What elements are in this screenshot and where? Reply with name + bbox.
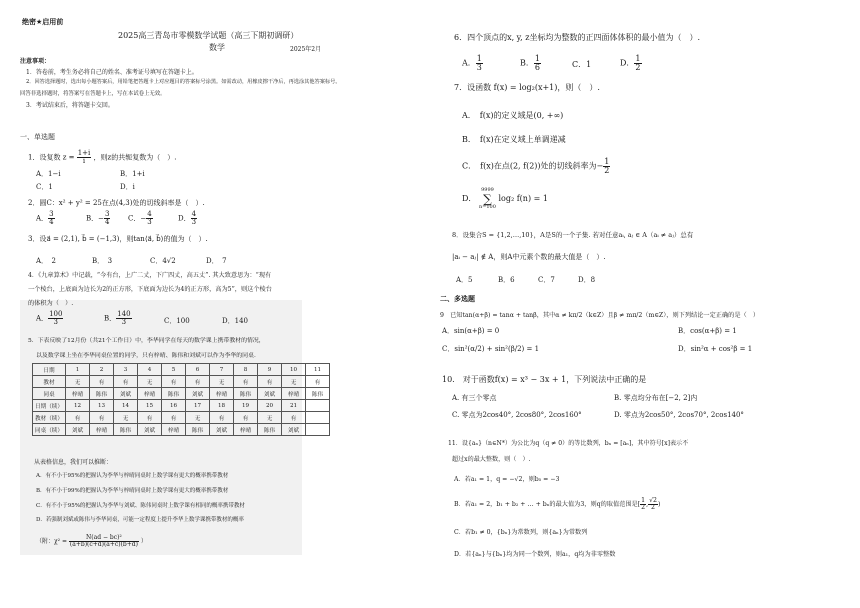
q10-option-a: A. 有三个零点 xyxy=(452,394,497,402)
q8-option-a: A．5 xyxy=(456,276,473,284)
q3-option-c: C．4√2 xyxy=(150,257,176,265)
table-cell: 梓晴 xyxy=(210,388,234,400)
q6-d-pre: D． xyxy=(620,58,635,68)
q6-a-den: 3 xyxy=(476,63,482,72)
q5-option-c: C．有不小于95%的把握认为李华与刘斌、陈伟同桌时上数学课有相同的概率携带教材 xyxy=(36,503,245,509)
table-cell: 刘斌 xyxy=(66,424,90,436)
table-cell: 13 xyxy=(90,400,114,412)
q4-line-3: 的体积为（ ）. xyxy=(28,300,74,307)
q1-z: z = xyxy=(62,153,75,162)
note-3: 3．考试结束后，将答题卡交回。 xyxy=(26,102,114,109)
q7-sum-sigma: ∑ xyxy=(483,192,492,206)
table-cell: 梓晴 xyxy=(234,424,258,436)
q2-c-den: 3 xyxy=(147,218,152,226)
q8-option-c: C．7 xyxy=(538,276,555,284)
table-cell: 有 xyxy=(162,376,186,388)
table-row xyxy=(33,412,330,424)
q2-b-frac xyxy=(104,211,110,226)
q4-a-den: 3 xyxy=(53,318,58,326)
q4-option-b xyxy=(104,311,132,326)
table-cell: 刘斌 xyxy=(282,424,306,436)
q9-option-b: B．cos(α+β) = 1 xyxy=(678,327,737,335)
table-cell: 无 xyxy=(258,412,282,424)
q5-after: 从表格信息，我们可以推断： xyxy=(34,459,113,466)
q5-formula-pre: （附：χ² = xyxy=(36,538,67,545)
table-cell: 5 xyxy=(162,364,186,376)
q5-line-2: 以及数学课上坐在李华同桌位置的同学，只有梓晴、陈伟和刘斌可以作为李华的同桌. xyxy=(36,353,256,359)
table-cell: 陈伟 xyxy=(234,388,258,400)
q4-line-2: 一个棱台，上底面为边长为2的正方形，下底面为边长为4的正方形，高为5”，则这个棱台 xyxy=(28,286,272,293)
q11-option-b xyxy=(454,498,660,511)
q11-b-num-1: 1 xyxy=(641,497,646,504)
note-1: 1．答卷前，考生务必将自己的姓名、准考证号填写在答题卡上。 xyxy=(26,69,198,76)
q5-formula-post: ） xyxy=(140,538,147,545)
table-cell: 陈伟 xyxy=(114,424,138,436)
q11-line-1: 11．设{aₙ}（n∈N*）为公比为q（q ≠ 0）的等比数列，bₙ = [aₙ]，其中符号[x]表示不 xyxy=(448,440,689,447)
table-cell: 有 xyxy=(306,376,330,388)
q6-d-num: 1 xyxy=(635,54,641,63)
q3-stem: 3．设a⃗ = (2,1), b⃗ = (−1,3)，则tan⟨a⃗, b⃗⟩的值为（ ）. xyxy=(28,235,208,243)
q6-d-den: 2 xyxy=(635,63,641,72)
table-cell: 有 xyxy=(162,412,186,424)
table-row xyxy=(33,400,330,412)
q11-b-frac-2 xyxy=(648,497,661,512)
q6-option-d xyxy=(620,55,642,72)
q7-c-den: 2 xyxy=(604,166,610,175)
q1-option-d: D．i xyxy=(120,183,135,191)
table-cell: 14 xyxy=(114,400,138,412)
q4-a-num: 100 xyxy=(49,310,63,318)
q2-d-frac xyxy=(191,211,197,226)
table-cell: 同桌 xyxy=(33,388,66,400)
q7-option-d xyxy=(462,188,548,210)
table-cell: 刘斌 xyxy=(210,424,234,436)
q6-option-a xyxy=(462,55,483,72)
table-cell: 梓晴 xyxy=(66,388,90,400)
q7-sum xyxy=(479,188,496,210)
q6-b-den: 6 xyxy=(534,63,540,72)
q7-sum-top: 9999 xyxy=(481,187,494,193)
q3-option-a: A． 2 xyxy=(36,257,57,265)
q11-line-2: 超过x的最大整数，则（ ）. xyxy=(452,456,531,463)
q11-b-num-2: √2 xyxy=(649,497,657,504)
q7-c-pre: C． f(x)在点(2, f(2))处的切线斜率为− xyxy=(462,161,604,171)
q1-option-b: B．1+i xyxy=(120,170,145,178)
q1-stem xyxy=(28,150,176,165)
table-cell: 无 xyxy=(186,412,210,424)
q3-option-d: D． 7 xyxy=(206,257,227,265)
table-cell: 18 xyxy=(210,400,234,412)
table-cell: 6 xyxy=(186,364,210,376)
q4-line-1: 4．《九章算术》中记载，“今有台，上广二丈，下广四丈，高五丈”. 其大致意思为：“现有 xyxy=(28,272,272,279)
table-cell: 陈伟 xyxy=(306,388,330,400)
table-cell: 无 xyxy=(66,376,90,388)
q2-c-num: 4 xyxy=(147,210,152,218)
table-cell: 8 xyxy=(234,364,258,376)
q6-b-pre: B． xyxy=(520,58,534,68)
q2-a-num: 3 xyxy=(49,210,54,218)
table-cell: 陈伟 xyxy=(90,388,114,400)
q2-c-frac xyxy=(146,211,152,226)
table-cell: 日期（续） xyxy=(33,400,66,412)
q4-option-c: C．100 xyxy=(164,317,190,325)
q11-b-post: ) xyxy=(657,501,661,509)
table-cell: 21 xyxy=(282,400,306,412)
table-cell: 陈伟 xyxy=(162,388,186,400)
q7-option-a: A． f(x)的定义域是(0, +∞) xyxy=(462,111,564,120)
q11-b-pre: B．若a₁ = 2，b₁ + b₂ + … + bₙ的最大值为3，则q的取值范围是[ xyxy=(454,501,641,509)
section-single-choice: 一、单选题 xyxy=(20,133,55,141)
table-cell xyxy=(306,412,330,424)
q3-option-b: B． 3 xyxy=(92,257,113,265)
q7-option-c xyxy=(462,158,610,175)
q7-d-pre: D． xyxy=(462,194,477,203)
q9-option-a: A．sin(α+β) = 0 xyxy=(442,327,500,335)
right-column xyxy=(430,0,860,608)
table-cell: 12 xyxy=(66,400,90,412)
q6-a-frac xyxy=(476,55,483,72)
q4-a-frac xyxy=(48,311,63,326)
q1-stem-post: ，则z的共轭复数为（ ）. xyxy=(93,153,177,162)
q7-option-b: B． f(x)在定义域上单调递减 xyxy=(462,135,566,144)
table-cell: 无 xyxy=(138,376,162,388)
q5-formula-num: N(ad − bc)² xyxy=(69,535,139,542)
table-cell: 有 xyxy=(258,376,282,388)
q2-option-b xyxy=(86,211,110,226)
q2-option-c xyxy=(128,211,153,226)
table-cell: 梓晴 xyxy=(138,388,162,400)
table-cell: 教材（续） xyxy=(33,412,66,424)
q5-formula-frac xyxy=(69,535,139,548)
q1-stem-pre: 1．设复数 xyxy=(28,153,61,162)
q8-line-1: 8．设集合S = {1,2,…,10}，A是S的一个子集. 若对任意aᵢ, aⱼ ∈ A（aᵢ ≠ aⱼ）总有 xyxy=(452,231,694,239)
q2-d-pre: D． xyxy=(178,214,191,223)
table-cell: 17 xyxy=(186,400,210,412)
table-row xyxy=(33,376,330,388)
q6-b-num: 1 xyxy=(534,54,540,63)
table-cell: 15 xyxy=(138,400,162,412)
section-multi-choice: 二、多选题 xyxy=(440,294,475,303)
q5-option-a: A．有不小于95%的把握认为李华与梓晴同桌时上数学课有更大的概率携带教材 xyxy=(36,473,229,479)
table-cell xyxy=(306,424,330,436)
table-cell: 有 xyxy=(282,412,306,424)
table-cell: 无 xyxy=(114,412,138,424)
table-cell: 1 xyxy=(66,364,90,376)
q11-b-comma: , xyxy=(646,501,649,509)
q6-stem: 6．四个顶点的x, y, z坐标均为整数的正四面体体积的最小值为（ ）. xyxy=(454,33,700,42)
q2-option-d xyxy=(178,211,197,226)
table-cell: 无 xyxy=(282,376,306,388)
q2-a-den: 4 xyxy=(49,218,54,226)
note-2-cont: 回答非选择题时，将答案写在答题卡上，写在本试卷上无效。 xyxy=(20,91,166,97)
q1-option-c: C．1 xyxy=(36,183,53,191)
q11-option-c: C．若b₁ ≠ 0，{bₙ}为常数列，则{aₙ}为常数列 xyxy=(454,529,588,536)
q9-option-c: C．sin²(α/2) + sin²(β/2) = 1 xyxy=(442,345,540,353)
q7-c-frac xyxy=(603,158,610,175)
exam-subject: 数学 xyxy=(209,43,225,52)
q1-fraction xyxy=(77,150,92,165)
table-cell: 4 xyxy=(138,364,162,376)
exam-title: 2025高三青岛市零模数学试题（高三下期初调研） xyxy=(118,31,299,40)
q8-option-d: D．8 xyxy=(578,276,596,284)
table-cell: 陈伟 xyxy=(186,424,210,436)
q10-option-d: D. 零点为2cos50°, 2cos70°, 2cos140° xyxy=(614,411,744,419)
table-cell: 有 xyxy=(66,412,90,424)
table-cell: 19 xyxy=(234,400,258,412)
table-cell: 10 xyxy=(282,364,306,376)
q2-c-pre: C．− xyxy=(128,214,147,223)
q6-d-frac xyxy=(634,55,641,72)
q10-option-b: B. 零点均分布在[−2, 2]内 xyxy=(614,394,698,402)
q11-b-den-1: 2 xyxy=(641,504,646,512)
q7-d-post: log₂ f(n) = 1 xyxy=(498,194,548,203)
q5-option-d: D．若强制刘斌或陈伟与李华同桌，可能一定程度上提升李华上数学课携带教材的概率 xyxy=(36,517,244,523)
table-cell xyxy=(306,400,330,412)
q2-b-den: 4 xyxy=(105,218,110,226)
table-cell: 有 xyxy=(90,376,114,388)
q2-stem: 2．圆C：x² + y² = 25在点(4,3)处的切线斜率是（ ）. xyxy=(28,199,205,207)
q7-c-num: 1 xyxy=(604,157,610,166)
q5-line-1: 5．下表反映了12月份（共21个工作日）中，李华同学在每天的数学课上携带教材的情况， xyxy=(28,338,265,344)
table-cell: 刘斌 xyxy=(258,388,282,400)
table-cell: 刘斌 xyxy=(186,388,210,400)
q11-option-a: A．若a₁ = 1，q = −√2，则b₅ = −3 xyxy=(454,476,560,483)
table-cell: 同桌（续） xyxy=(33,424,66,436)
q2-d-den: 3 xyxy=(191,218,197,226)
table-cell: 有 xyxy=(234,376,258,388)
q6-option-c: C．1 xyxy=(572,60,592,69)
q11-option-d: D．若{aₙ}与{bₙ}均为同一个数列，则a₁，q均为非零整数 xyxy=(454,551,616,558)
q4-b-pre: B． xyxy=(104,314,117,323)
table-cell: 陈伟 xyxy=(258,424,282,436)
table-row xyxy=(33,424,330,436)
q6-a-num: 1 xyxy=(476,54,482,63)
table-cell: 11 xyxy=(306,364,330,376)
q5-option-b: B．有不小于99%的把握认为李华与梓晴同桌时上数学课有更大的概率携带教材 xyxy=(36,488,229,494)
q5-schedule-table xyxy=(32,363,330,436)
table-cell: 有 xyxy=(90,412,114,424)
table-cell: 有 xyxy=(234,412,258,424)
q6-option-b xyxy=(520,55,541,72)
q1-num: 1+i xyxy=(77,149,91,157)
exam-date: 2025年2月 xyxy=(290,46,322,53)
q2-option-a xyxy=(36,211,55,226)
q6-a-pre: A． xyxy=(462,58,476,68)
q5-formula xyxy=(36,535,147,548)
table-row xyxy=(33,364,330,376)
table-cell: 3 xyxy=(114,364,138,376)
q4-option-d: D．140 xyxy=(222,317,248,325)
q9-stem: 9 已知tan(α+β) = tanα + tanβ，其中α ≠ kπ/2（k∈Z）且β ≠ mπ/2（m∈Z），则下列结论一定正确的是（ ） xyxy=(440,312,760,319)
table-cell: 刘斌 xyxy=(138,424,162,436)
q7-sum-bottom: n=100 xyxy=(478,204,496,210)
q4-b-num: 140 xyxy=(117,310,131,318)
table-cell: 20 xyxy=(258,400,282,412)
note-2: 2．回答选择题时，选出每小题答案后，用铅笔把答题卡上对应题目的答案标号涂黑。如需改动，用橡皮擦干净后，再选涂其他答案标号。 xyxy=(26,79,341,85)
q4-b-frac xyxy=(116,311,131,326)
table-cell: 教材 xyxy=(33,376,66,388)
table-cell: 刘斌 xyxy=(114,388,138,400)
table-cell: 梓晴 xyxy=(282,388,306,400)
table-cell: 无 xyxy=(210,376,234,388)
q1-option-a: A．1−i xyxy=(36,170,61,178)
table-cell: 日期 xyxy=(33,364,66,376)
q1-den: i xyxy=(82,157,86,165)
table-cell: 9 xyxy=(258,364,282,376)
q10-option-c: C. 零点为2cos40°, 2cos80°, 2cos160° xyxy=(452,411,582,419)
q8-line-2: |aᵢ − aⱼ| ∉ A，则A中元素个数的最大值是（ ）. xyxy=(452,253,606,261)
q4-a-pre: A． xyxy=(36,314,49,323)
q5-schedule-body xyxy=(33,364,330,436)
table-cell: 有 xyxy=(138,412,162,424)
q2-a-pre: A． xyxy=(36,214,49,223)
q5-formula-den: (a+b)(c+d)(a+c)(b+d) xyxy=(69,541,138,548)
q4-b-den: 3 xyxy=(121,318,127,326)
table-cell: 7 xyxy=(210,364,234,376)
q10-stem: 10. 对于函数f(x) = x³ − 3x + 1，下列说法中正确的是 xyxy=(442,375,647,384)
table-cell: 梓晴 xyxy=(162,424,186,436)
notes-title: 注意事项： xyxy=(20,58,51,65)
q2-b-num: 3 xyxy=(105,210,110,218)
table-cell: 2 xyxy=(90,364,114,376)
q2-a-frac xyxy=(48,211,54,226)
q11-b-den-2: 2 xyxy=(651,504,655,512)
q4-option-a xyxy=(36,311,63,326)
table-row xyxy=(33,388,330,400)
table-cell: 有 xyxy=(186,376,210,388)
table-cell: 梓晴 xyxy=(90,424,114,436)
q2-d-num: 4 xyxy=(191,210,197,218)
secret-label: 绝密★启用前 xyxy=(22,18,64,26)
q7-stem: 7．设函数 f(x) = log₂(x+1)，则（ ）. xyxy=(454,83,600,92)
table-cell: 16 xyxy=(162,400,186,412)
table-cell: 有 xyxy=(114,376,138,388)
q6-b-frac xyxy=(534,55,541,72)
table-cell: 有 xyxy=(210,412,234,424)
q2-b-pre: B．− xyxy=(86,214,105,223)
q8-option-b: B．6 xyxy=(498,276,515,284)
q9-option-d: D．sin²α + cos²β = 1 xyxy=(678,345,753,353)
